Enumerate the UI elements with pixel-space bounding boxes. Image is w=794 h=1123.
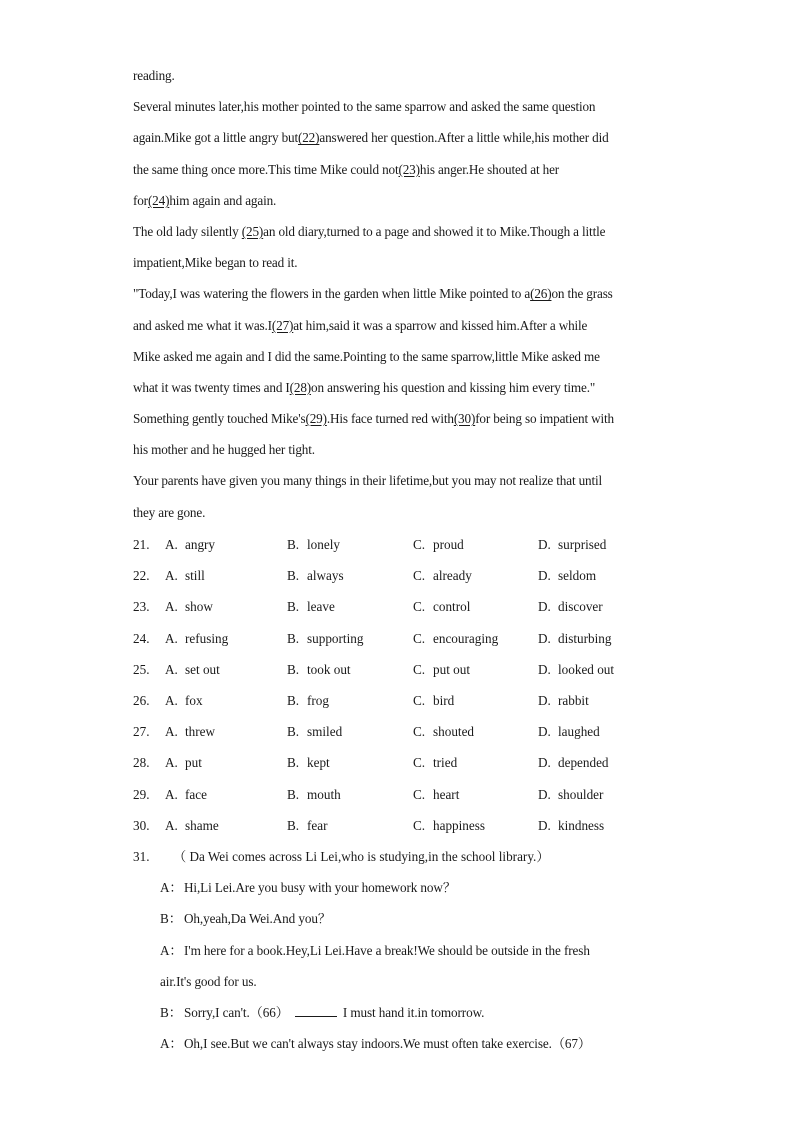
passage-line xyxy=(133,407,673,438)
question-number: 30. xyxy=(133,817,150,833)
passage-text: again.Mike got a little angry but xyxy=(133,130,298,146)
option-a xyxy=(165,814,219,838)
option-letter: C. xyxy=(413,661,426,677)
option-text: shouted xyxy=(433,724,475,740)
option-b xyxy=(287,783,341,807)
option-text: shoulder xyxy=(558,786,604,802)
option-b xyxy=(287,595,335,619)
option-d xyxy=(538,783,603,807)
option-d xyxy=(538,751,609,775)
question-number: 23. xyxy=(133,599,150,615)
blank-number: (29) xyxy=(305,411,327,427)
option-c xyxy=(413,658,470,682)
question-row xyxy=(133,658,693,689)
option-a xyxy=(165,658,220,682)
passage-line xyxy=(133,189,673,220)
option-c xyxy=(413,814,485,838)
passage-text: and asked me what it was.I xyxy=(133,317,272,333)
option-b xyxy=(287,751,330,775)
option-letter: C. xyxy=(413,817,426,833)
option-letter: A. xyxy=(165,568,178,584)
question-row xyxy=(133,720,693,751)
option-letter: C. xyxy=(413,599,426,615)
option-c xyxy=(413,595,470,619)
option-letter: A. xyxy=(165,692,178,708)
option-d xyxy=(538,814,604,838)
dialog xyxy=(160,876,693,1063)
option-b xyxy=(287,720,342,744)
answer-blank xyxy=(295,1004,337,1017)
option-b xyxy=(287,533,340,557)
passage-text: for being so impatient with xyxy=(475,411,614,427)
option-letter: C. xyxy=(413,568,426,584)
blank-number: (27) xyxy=(271,317,294,333)
option-c xyxy=(413,564,472,588)
question-row xyxy=(133,627,693,658)
option-letter: C. xyxy=(413,786,426,802)
option-text: always xyxy=(307,568,344,584)
option-text: discover xyxy=(558,599,603,615)
dialog-text: Oh,yeah,Da Wei.And you？ xyxy=(184,911,331,927)
option-letter: D. xyxy=(538,568,551,584)
option-d xyxy=(538,720,600,744)
option-text: supporting xyxy=(307,630,364,646)
question-row xyxy=(133,595,693,626)
option-text: heart xyxy=(433,786,460,802)
option-letter: B. xyxy=(287,630,300,646)
passage-text: Your parents have given you many things in their lifetime,but you may not realize that until xyxy=(133,473,603,489)
passage-text: for xyxy=(133,192,148,208)
option-text: rabbit xyxy=(558,692,589,708)
passage-line xyxy=(133,469,673,500)
question-number: 24. xyxy=(133,630,150,646)
option-letter: A. xyxy=(165,817,178,833)
option-text: set out xyxy=(185,661,220,677)
dialog-text: Oh,I see.But we can't always stay indoors.We must often take exercise.（67） xyxy=(184,1036,592,1052)
option-letter: C. xyxy=(413,630,426,646)
passage-text: "Today,I was watering the flowers in the garden when little Mike pointed to a xyxy=(133,286,531,302)
speaker-label: A： xyxy=(160,880,183,896)
option-b xyxy=(287,814,328,838)
passage-text: the same thing once more.This time Mike could not xyxy=(133,161,399,177)
option-text: seldom xyxy=(558,568,597,584)
question-number: 21. xyxy=(133,537,150,552)
option-text: shame xyxy=(185,817,219,833)
option-text: surprised xyxy=(558,537,607,552)
dialog-line xyxy=(160,907,693,938)
option-c xyxy=(413,533,464,557)
option-letter: B. xyxy=(287,537,300,552)
option-letter: C. xyxy=(413,537,426,552)
option-c xyxy=(413,689,454,713)
passage-line xyxy=(133,251,673,282)
reading-passage xyxy=(133,64,673,532)
option-d xyxy=(538,564,596,588)
option-text: frog xyxy=(307,692,329,708)
speaker-label: B： xyxy=(160,1004,182,1020)
passage-text: his mother and he hugged her tight. xyxy=(133,442,315,458)
option-letter: D. xyxy=(538,817,551,833)
option-a xyxy=(165,595,213,619)
option-letter: D. xyxy=(538,599,551,615)
passage-text: impatient,Mike began to read it. xyxy=(133,255,298,271)
option-text: refusing xyxy=(185,630,229,646)
option-text: lonely xyxy=(307,537,340,552)
passage-text: his anger.He shouted at her xyxy=(419,161,560,177)
passage-line xyxy=(133,314,673,345)
passage-text: they are gone. xyxy=(133,504,206,520)
question-row xyxy=(133,533,693,564)
option-a xyxy=(165,751,202,775)
option-b xyxy=(287,689,329,713)
passage-text: The old lady silently xyxy=(133,223,242,239)
option-a xyxy=(165,627,228,651)
option-text: angry xyxy=(185,537,216,552)
option-letter: A. xyxy=(165,537,178,552)
blank-number: (25) xyxy=(241,223,264,239)
option-letter: C. xyxy=(413,724,426,740)
option-text: put out xyxy=(433,661,470,677)
question-row xyxy=(133,783,693,814)
dialog-text: Hi,Li Lei.Are you busy with your homework now？ xyxy=(184,880,456,896)
option-letter: D. xyxy=(538,724,551,740)
option-letter: A. xyxy=(165,630,178,646)
passage-text: what it was twenty times and I xyxy=(133,379,290,395)
passage-line xyxy=(133,220,673,251)
question-row xyxy=(133,564,693,595)
option-d xyxy=(538,689,589,713)
option-a xyxy=(165,783,207,807)
option-c xyxy=(413,720,474,744)
option-c xyxy=(413,751,457,775)
dialog-text: air.It's good for us. xyxy=(160,973,257,989)
option-letter: B. xyxy=(287,817,300,833)
option-text: tried xyxy=(433,755,458,771)
option-text: fear xyxy=(307,817,328,833)
speaker-label: A： xyxy=(160,942,183,958)
option-text: depended xyxy=(558,755,609,771)
option-c xyxy=(413,627,498,651)
passage-text: an old diary,turned to a page and showed it to Mike.Though a little xyxy=(263,223,606,239)
option-text: threw xyxy=(185,724,216,740)
option-letter: D. xyxy=(538,537,551,552)
passage-line xyxy=(133,64,673,95)
option-text: encouraging xyxy=(433,630,499,646)
option-text: mouth xyxy=(307,786,341,802)
passage-line xyxy=(133,126,673,157)
passage-line xyxy=(133,345,673,376)
option-text: kindness xyxy=(558,817,605,833)
option-text: proud xyxy=(433,537,464,552)
option-letter: D. xyxy=(538,692,551,708)
question-number: 31. xyxy=(133,849,150,864)
question-row xyxy=(133,814,693,845)
dialog-line xyxy=(160,1032,693,1063)
passage-line xyxy=(133,376,673,407)
option-text: happiness xyxy=(433,817,486,833)
option-text: put xyxy=(185,755,202,771)
option-d xyxy=(538,658,614,682)
option-letter: D. xyxy=(538,755,551,771)
question-number: 22. xyxy=(133,568,150,584)
option-a xyxy=(165,533,215,557)
option-d xyxy=(538,595,603,619)
question-row xyxy=(133,751,693,782)
blank-number: (28) xyxy=(289,379,312,395)
option-b xyxy=(287,564,344,588)
blank-number: (30) xyxy=(453,411,476,427)
option-letter: B. xyxy=(287,568,300,584)
option-a xyxy=(165,689,203,713)
option-d xyxy=(538,533,606,557)
option-text: looked out xyxy=(558,661,615,677)
blank-number: (26) xyxy=(530,286,552,302)
blank-number: (23) xyxy=(398,161,420,177)
speaker-label: A： xyxy=(160,1036,183,1052)
option-letter: B. xyxy=(287,692,300,708)
blank-number: (22) xyxy=(297,130,320,146)
option-letter: A. xyxy=(165,599,178,615)
passage-text: Several minutes later,his mother pointed to the same sparrow and asked the same question xyxy=(133,99,596,115)
option-letter: A. xyxy=(165,661,178,677)
passage-text: him again and again. xyxy=(169,192,277,208)
passage-line xyxy=(133,438,673,469)
option-letter: B. xyxy=(287,755,300,771)
option-a xyxy=(165,564,205,588)
blank-number: (24) xyxy=(147,192,170,208)
option-letter: B. xyxy=(287,786,300,802)
option-c xyxy=(413,783,459,807)
dialog-text: I must hand it.in tomorrow. xyxy=(342,1004,485,1020)
option-letter: B. xyxy=(287,599,300,615)
dialog-line xyxy=(160,939,693,970)
option-text: smiled xyxy=(307,724,343,740)
option-a xyxy=(165,720,215,744)
dialog-line xyxy=(160,876,693,907)
passage-line xyxy=(133,501,673,532)
dialog-text: I'm here for a book.Hey,Li Lei.Have a break!We should be outside in the fresh xyxy=(184,942,590,958)
option-text: took out xyxy=(307,661,351,677)
passage-text: at him,said it was a sparrow and kissed him.After a while xyxy=(293,317,588,333)
question-row xyxy=(133,689,693,720)
question-number: 28. xyxy=(133,755,150,771)
question-31-header xyxy=(133,845,693,876)
option-b xyxy=(287,627,363,651)
dialog-line xyxy=(160,1001,693,1032)
option-letter: B. xyxy=(287,724,300,740)
option-letter: D. xyxy=(538,661,551,677)
option-b xyxy=(287,658,351,682)
passage-text: on answering his question and kissing him every time." xyxy=(311,379,596,395)
question-number: 25. xyxy=(133,661,150,677)
passage-text: Something gently touched Mike's xyxy=(133,411,306,427)
option-letter: C. xyxy=(413,755,426,771)
option-letter: C. xyxy=(413,692,426,708)
passage-text: on the grass xyxy=(551,286,613,302)
passage-line xyxy=(133,282,673,313)
option-text: disturbing xyxy=(558,630,612,646)
question-31 xyxy=(133,845,693,1063)
option-letter: A. xyxy=(165,786,178,802)
passage-text: Mike asked me again and I did the same.Pointing to the same sparrow,little Mike asked me xyxy=(133,348,600,364)
option-text: show xyxy=(185,599,213,615)
option-letter: B. xyxy=(287,661,300,677)
option-text: kept xyxy=(307,755,330,771)
speaker-label: B： xyxy=(160,911,182,927)
option-text: control xyxy=(433,599,471,615)
option-text: laughed xyxy=(558,724,600,740)
passage-text: reading. xyxy=(133,68,175,83)
multiple-choice-options xyxy=(133,533,693,845)
passage-line xyxy=(133,95,673,126)
option-text: already xyxy=(433,568,472,584)
option-text: face xyxy=(185,786,207,802)
option-d xyxy=(538,627,611,651)
dialog-line xyxy=(160,970,693,1001)
dialog-text: Sorry,I can't.（66） xyxy=(184,1004,289,1020)
option-text: fox xyxy=(185,692,203,708)
question-number: 27. xyxy=(133,724,150,740)
passage-line xyxy=(133,158,673,189)
option-text: still xyxy=(185,568,205,584)
question-number: 26. xyxy=(133,692,150,708)
option-text: leave xyxy=(307,599,335,615)
question-context: （ Da Wei comes across Li Lei,who is studying,in the school library.） xyxy=(173,849,550,864)
option-text: bird xyxy=(433,692,455,708)
option-letter: A. xyxy=(165,755,178,771)
option-letter: D. xyxy=(538,630,551,646)
passage-text: .His face turned red with xyxy=(326,411,454,427)
option-letter: A. xyxy=(165,724,178,740)
question-number: 29. xyxy=(133,786,150,802)
passage-text: answered her question.After a little while,his mother did xyxy=(319,130,609,146)
option-letter: D. xyxy=(538,786,551,802)
